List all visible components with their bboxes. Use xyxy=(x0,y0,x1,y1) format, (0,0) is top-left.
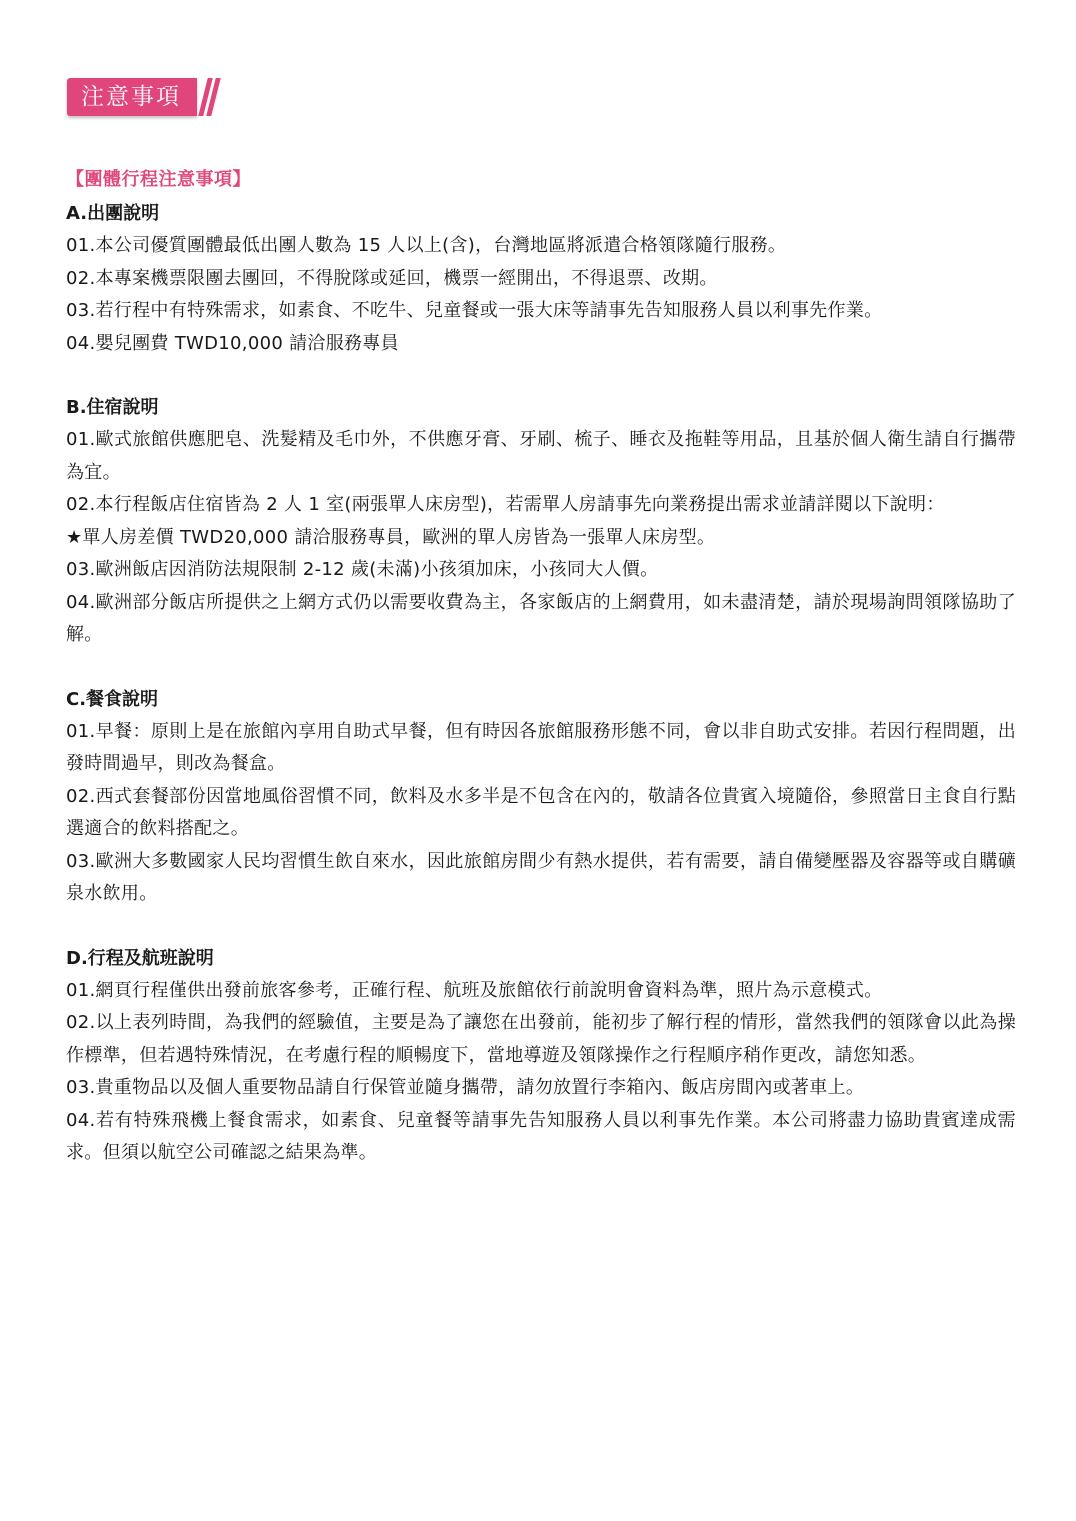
paragraph: 03.若行程中有特殊需求，如素食、不吃牛、兒童餐或一張大床等請事先告知服務人員以利事先作業。 xyxy=(66,300,883,321)
paragraph: 03.歐洲飯店因消防法規限制 2-12 歲(未滿)小孩須加床，小孩同大人價。 xyxy=(66,559,659,580)
paragraph: 01.早餐：原則上是在旅館內享用自助式早餐，但有時因各旅館服務形態不同，會以非自助式安排。若因行程問題，出發時間過早，則改為餐盒。 xyxy=(66,720,1016,774)
notice-header-badge xyxy=(67,78,216,116)
paragraph: 01.歐式旅館供應肥皂、洗髮精及毛巾外，不供應牙膏、牙刷、梳子、睡衣及拖鞋等用品，且基於個人衛生請自行攜帶為宜。 xyxy=(66,429,1016,483)
section-itinerary-flights xyxy=(66,943,1016,1170)
paragraph: 01.本公司優質團體最低出團人數為 15 人以上(含)，台灣地區將派遣合格領隊隨行服務。 xyxy=(66,235,787,256)
paragraph: 04.歐洲部分飯店所提供之上網方式仍以需要收費為主，各家飯店的上網費用，如未盡清楚，請於現場詢問領隊協助了解。 xyxy=(66,591,1016,645)
notice-badge-label: 注意事項 xyxy=(67,78,197,116)
section-departure xyxy=(66,198,1016,360)
paragraph: 04.若有特殊飛機上餐食需求，如素食、兒童餐等請事先告知服務人員以利事先作業。本公司將盡力協助貴賓達成需求。但須以航空公司確認之結果為準。 xyxy=(66,1109,1016,1163)
paragraph: 02.本行程飯店住宿皆為 2 人 1 室(兩張單人床房型)，若需單人房請事先向業務提出需求並請詳閱以下說明： xyxy=(66,494,945,515)
badge-slash-decoration xyxy=(200,78,216,116)
paragraph: ★單人房差價 TWD20,000 請洽服務專員，歐洲的單人房皆為一張單人床房型。 xyxy=(66,526,716,548)
section-title: D.行程及航班說明 xyxy=(66,947,214,969)
paragraph: 04.嬰兒團費 TWD10,000 請洽服務專員 xyxy=(66,332,399,354)
section-title: C.餐食說明 xyxy=(66,688,159,710)
section-accommodation xyxy=(66,392,1016,652)
main-title: 【團體行程注意事項】 xyxy=(66,169,251,190)
notice-content xyxy=(66,166,1016,1202)
paragraph: 02.本專案機票限團去團回，不得脫隊或延回，機票一經開出，不得退票、改期。 xyxy=(66,267,718,289)
paragraph: 02.西式套餐部份因當地風俗習慣不同，飲料及水多半是不包含在內的，敬請各位貴賓入境隨俗，參照當日主食自行點選適合的飲料搭配之。 xyxy=(66,785,1016,839)
paragraph: 02.以上表列時間，為我們的經驗值，主要是為了讓您在出發前，能初步了解行程的情形，當然我們的領隊會以此為操作標準，但若遇特殊情況，在考慮行程的順暢度下，當地導遊及領隊操作之行程順序稍作更改，請您知悉。 xyxy=(66,1012,1016,1066)
paragraph: 03.貴重物品以及個人重要物品請自行保管並隨身攜帶，請勿放置行李箱內、飯店房間內或著車上。 xyxy=(66,1077,865,1098)
section-meals xyxy=(66,684,1016,911)
paragraph: 03.歐洲大多數國家人民均習慣生飲自來水，因此旅館房間少有熱水提供，若有需要，請自備變壓器及容器等或自購礦泉水飲用。 xyxy=(66,850,1016,904)
section-title: A.出團說明 xyxy=(66,203,160,224)
section-title: B.住宿說明 xyxy=(66,397,159,418)
paragraph: 01.網頁行程僅供出發前旅客參考，正確行程、航班及旅館依行前說明會資料為準，照片為示意模式。 xyxy=(66,979,883,1001)
